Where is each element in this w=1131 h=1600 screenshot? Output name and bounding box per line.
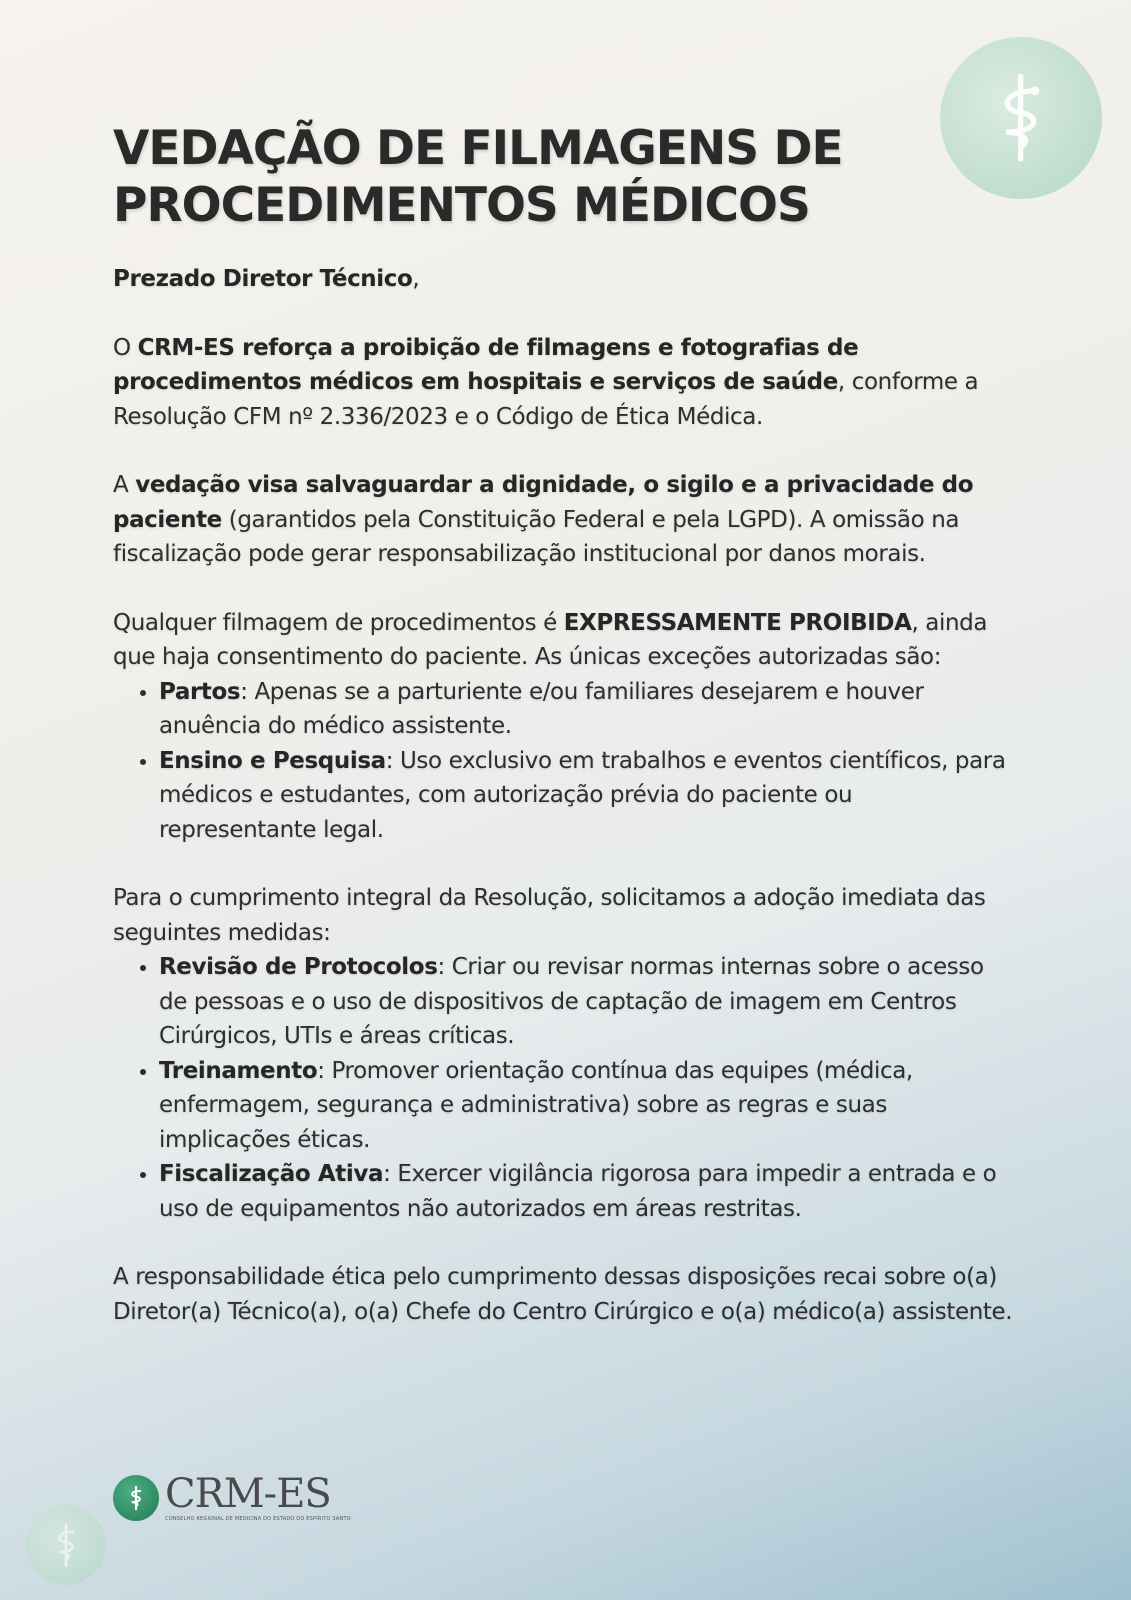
greeting [113,262,1013,297]
list-item [159,1054,1013,1158]
list-item-title: Revisão de Protocolos [159,954,438,980]
logo-emblem [113,1475,159,1521]
list-item-title: Fiscalização Ativa [159,1161,384,1187]
list-item-title: Treinamento [159,1057,318,1084]
p3-bold: EXPRESSAMENTE PROIBIDA [563,609,912,636]
greeting-rest: , [412,266,420,292]
p1-rest: , conforme a Resolução CFM nº 2.336/2023 e o Código de Ética Médica. [113,369,979,430]
exceptions-list [113,675,1013,848]
list-item-text: : Apenas se a parturiente e/ou familiares desejarem e houver anuência do médico assistente. [159,678,924,739]
logo-subtitle: CONSELHO REGIONAL DE MEDICINA DO ESTADO DO ESPÍRITO SANTO [165,1516,351,1522]
crm-es-logo [113,1471,351,1522]
p1-lead: O [113,334,138,361]
p3-rest: , ainda que haja consentimento do paciente. As únicas exceções autorizadas são: [113,609,988,670]
paragraph-responsabilidade: A responsabilidade ética pelo cumprimento dessas disposições recai sobre o(a) Diretor(a) Técnico(a), o(a) Chefe do Centro Cirúrgico e o(a) médico(a) assistente. [113,1264,1013,1325]
p2-rest: (garantidos pela Constituição Federal e pela LGPD). A omissão na fiscalização pode gerar responsabilização institucional por danos morais. [113,506,960,567]
caduceus-icon [122,1484,150,1512]
p3-lead: Qualquer filmagem de procedimentos é [113,609,564,636]
caduceus-icon [42,1521,90,1569]
document-content [113,120,1013,1329]
logo-text [165,1471,351,1522]
list-item-text: : Uso exclusivo em trabalhos e eventos científicos, para médicos e estudantes, com autorização prévia do paciente ou representante legal. [159,747,1006,843]
paragraph-vedacao [113,468,1013,572]
list-item [159,744,1013,848]
list-item-text: : Exercer vigilância rigorosa para impedir a entrada e o uso de equipamentos não autorizados em áreas restritas. [159,1161,997,1222]
page-title: VEDAÇÃO DE FILMAGENS DE PROCEDIMENTOS MÉDICOS [113,121,843,233]
list-item [159,675,1013,744]
letter-body [113,262,1013,1329]
logo-name: CRM-ES [165,1471,331,1517]
p2-bold: vedação visa salvaguardar a dignidade, o sigilo e a privacidade do paciente [113,472,974,533]
p2-lead: A [113,472,136,498]
paragraph-medidas: Para o cumprimento integral da Resolução, solicitamos a adoção imediata das seguintes medidas: [113,885,986,946]
paragraph-crm-es [113,331,1013,435]
greeting-bold: Prezado Diretor Técnico [113,266,413,292]
p1-bold: CRM-ES reforça a proibição de filmagens e fotografias de procedimentos médicos em hospitais e serviços de saúde [113,334,859,395]
list-item [159,950,1013,1054]
list-item-title: Partos [159,678,241,705]
caduceus-medal-bottom [26,1505,106,1585]
list-item-text: : Promover orientação contínua das equipes (médica, enfermagem, segurança e administrativa) sobre as regras e suas implicações éticas. [159,1057,913,1153]
list-item-text: : Criar ou revisar normas internas sobre o acesso de pessoas e o uso de dispositivos de captação de imagem em Centros Cirúrgicos, UTIs e áreas críticas. [159,954,984,1049]
measures-list [113,950,1013,1226]
paragraph-proibida [113,606,1013,675]
list-item [159,1157,1013,1226]
list-item-title: Ensino e Pesquisa [159,747,386,774]
